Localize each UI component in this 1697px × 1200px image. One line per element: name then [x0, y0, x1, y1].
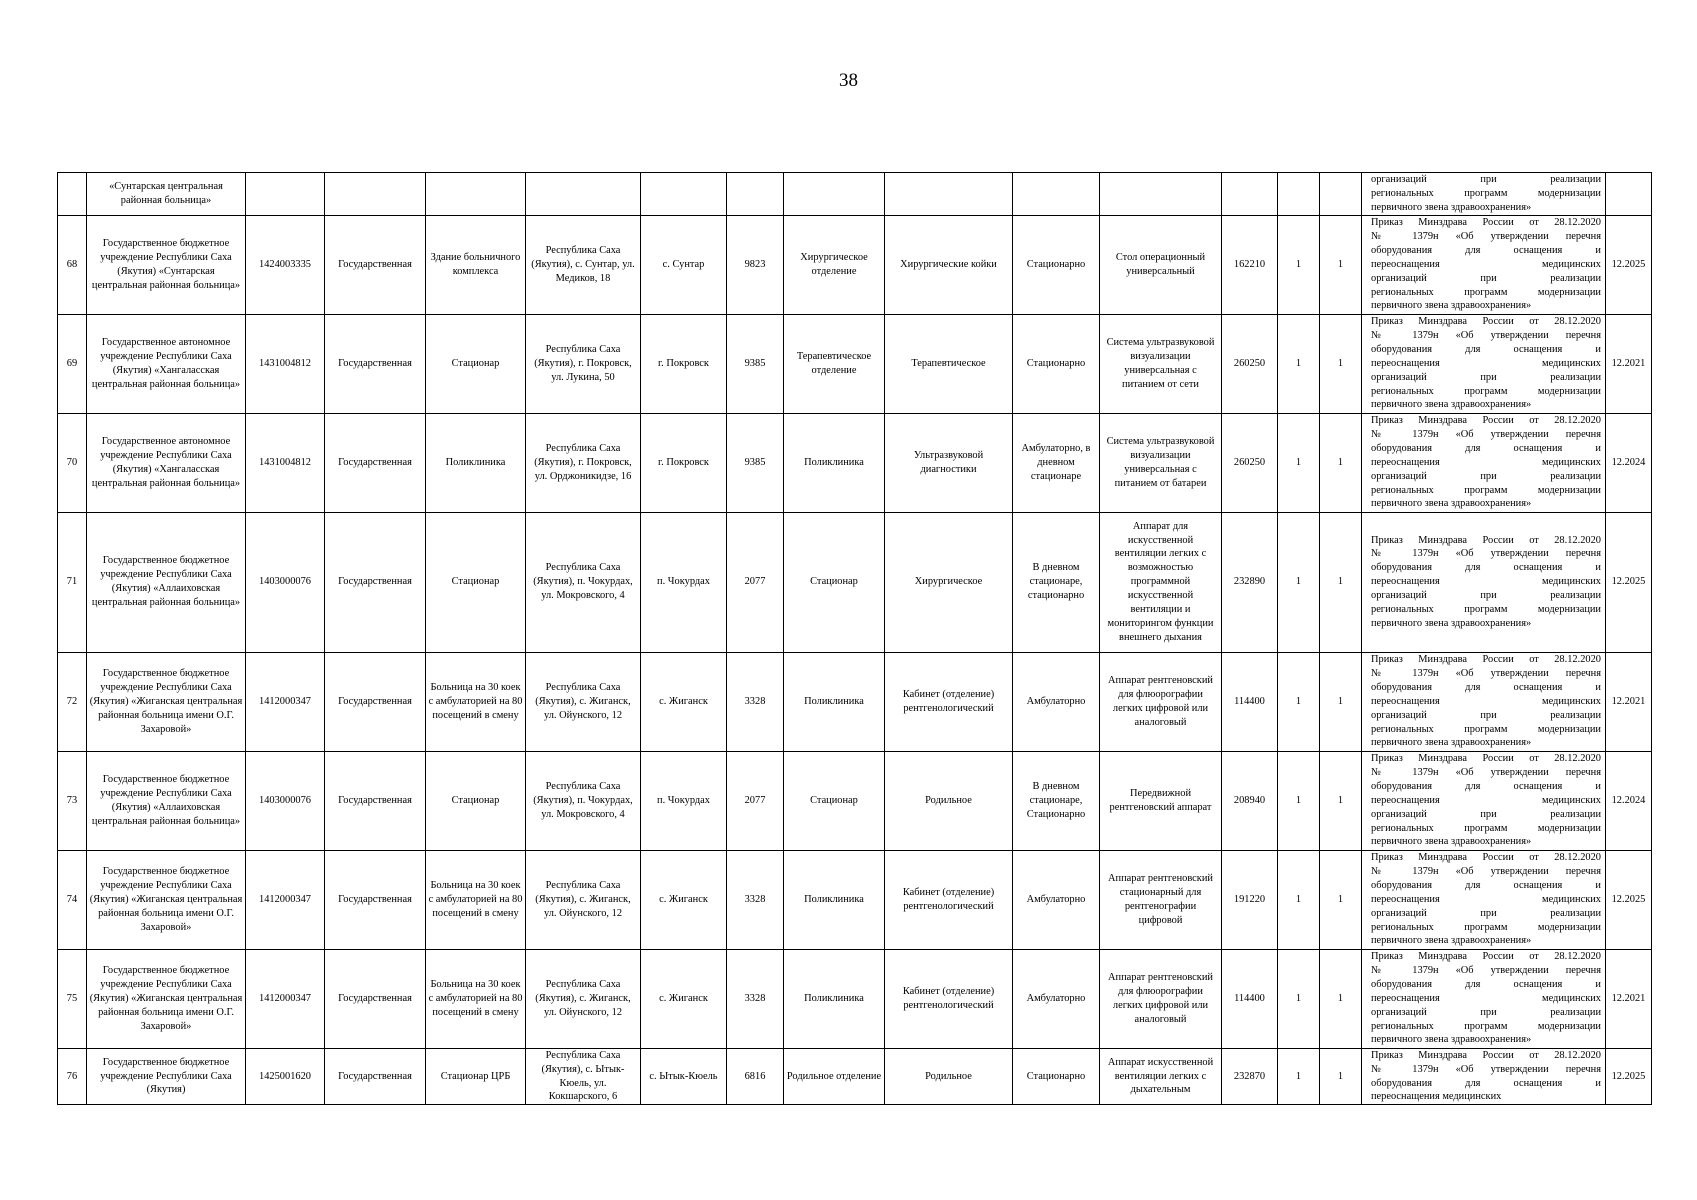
cell-equipment: Передвижной рентгеновский аппарат: [1100, 751, 1222, 850]
cell-qty1: 1: [1278, 1048, 1320, 1105]
page-number: 38: [839, 70, 858, 91]
cell-settlement: г. Покровск: [641, 413, 727, 512]
cell-profile: Кабинет (отделение) рентгенологический: [885, 652, 1013, 751]
cell-building: Стационар: [426, 751, 526, 850]
cell-ownership: Государственная: [325, 512, 426, 652]
cell-code: 232870: [1222, 1048, 1278, 1105]
cell-settlement: п. Чокурдах: [641, 512, 727, 652]
cell-ownership: Государственная: [325, 413, 426, 512]
basis-line: организаций при реализации: [1371, 371, 1601, 383]
cell-department: Поликлиника: [784, 949, 885, 1048]
cell-department: Стационар: [784, 751, 885, 850]
cell-building: Больница на 30 коек с амбулаторией на 80 посещений в смену: [426, 949, 526, 1048]
cell-deadline: 12.2021: [1606, 652, 1652, 751]
cell-care-form: В дневном стационаре, Стационарно: [1013, 751, 1100, 850]
cell-qty2: 1: [1320, 751, 1362, 850]
table-row: [58, 512, 1652, 652]
cell-department: Хирургическое отделение: [784, 215, 885, 314]
basis-line: переоснащения медицинских: [1371, 893, 1601, 905]
cell-profile: Кабинет (отделение) рентгенологический: [885, 850, 1013, 949]
cell-address: Республика Саха (Якутия), с. Сунтар, ул. Медиков, 18: [526, 215, 641, 314]
basis-line: организаций при реализации: [1371, 808, 1601, 820]
cell-building: Стационар: [426, 314, 526, 413]
cell-equipment: Аппарат рентгеновский для флюорографии легких цифровой или аналоговый: [1100, 652, 1222, 751]
cell-profile: [885, 173, 1013, 216]
cell-department: Поликлиника: [784, 652, 885, 751]
basis-line: оборудования для оснащения и: [1371, 879, 1601, 891]
cell-population: 9385: [727, 413, 784, 512]
cell-org: Государственное бюджетное учреждение Республики Саха (Якутия) «Жиганская центральная районная больница имени О.Г. Захаровой»: [87, 949, 246, 1048]
cell-address: Республика Саха (Якутия), г. Покровск, ул. Орджоникидзе, 16: [526, 413, 641, 512]
basis-line: организаций при реализации: [1371, 590, 1601, 602]
basis-line: переоснащения медицинских: [1371, 576, 1601, 588]
cell-org: «Сунтарская центральная районная больница»: [87, 173, 246, 216]
basis-line: Приказ Минздрава России от 28.12.2020: [1371, 753, 1601, 765]
cell-deadline: 12.2024: [1606, 413, 1652, 512]
basis-line: № 1379н «Об утверждении перечня: [1371, 329, 1601, 341]
cell-profile: Хирургическое: [885, 512, 1013, 652]
basis-line: региональных программ модернизации: [1371, 921, 1601, 933]
basis-line: региональных программ модернизации: [1371, 723, 1601, 735]
cell-inn: [246, 173, 325, 216]
cell-equipment: Аппарат рентгеновский стационарный для рентгенографии цифровой: [1100, 850, 1222, 949]
cell-code: [1222, 173, 1278, 216]
cell-qty1: 1: [1278, 751, 1320, 850]
cell-code: 114400: [1222, 652, 1278, 751]
cell-qty1: 1: [1278, 652, 1320, 751]
table-row-continued: [58, 173, 1652, 216]
basis-line: Приказ Минздрава России от 28.12.2020: [1371, 951, 1601, 963]
cell-basis: [1362, 413, 1606, 512]
cell-population: [727, 173, 784, 216]
basis-line: № 1379н «Об утверждении перечня: [1371, 865, 1601, 877]
cell-num: 74: [58, 850, 87, 949]
cell-ownership: [325, 173, 426, 216]
cell-population: 9823: [727, 215, 784, 314]
basis-line: оборудования для оснащения и: [1371, 780, 1601, 792]
cell-population: 6816: [727, 1048, 784, 1105]
cell-ownership: Государственная: [325, 652, 426, 751]
cell-basis: [1362, 1048, 1606, 1105]
cell-settlement: с. Жиганск: [641, 652, 727, 751]
cell-deadline: 12.2025: [1606, 215, 1652, 314]
cell-care-form: Амбулаторно: [1013, 850, 1100, 949]
cell-qty2: 1: [1320, 512, 1362, 652]
table-row: [58, 949, 1652, 1048]
basis-line: Приказ Минздрава России от 28.12.2020: [1371, 316, 1601, 328]
basis-line: организаций при реализации: [1371, 272, 1601, 284]
cell-num: 70: [58, 413, 87, 512]
cell-building: Больница на 30 коек с амбулаторией на 80 посещений в смену: [426, 652, 526, 751]
cell-org: Государственное автономное учреждение Республики Саха (Якутия) «Хангаласская центральная районная больница»: [87, 413, 246, 512]
cell-inn: 1403000076: [246, 751, 325, 850]
cell-qty1: 1: [1278, 215, 1320, 314]
basis-line: региональных программ модернизации: [1371, 385, 1601, 397]
cell-inn: 1412000347: [246, 949, 325, 1048]
cell-inn: 1412000347: [246, 652, 325, 751]
basis-line: оборудования для оснащения и: [1371, 1077, 1601, 1089]
cell-inn: 1431004812: [246, 413, 325, 512]
basis-line: региональных программ модернизации: [1371, 286, 1601, 298]
cell-care-form: В дневном стационаре, стационарно: [1013, 512, 1100, 652]
cell-building: Здание больничного комплекса: [426, 215, 526, 314]
basis-line: оборудования для оснащения и: [1371, 562, 1601, 574]
basis-line: оборудования для оснащения и: [1371, 442, 1601, 454]
table-row: [58, 751, 1652, 850]
basis-line: Приказ Минздрава России от 28.12.2020: [1371, 415, 1601, 427]
basis-line: первичного звена здравоохранения»: [1371, 935, 1532, 947]
cell-care-form: [1013, 173, 1100, 216]
basis-line: переоснащения медицинских: [1371, 357, 1601, 369]
cell-settlement: с. Ытык-Кюель: [641, 1048, 727, 1105]
cell-code: 232890: [1222, 512, 1278, 652]
cell-org: Государственное бюджетное учреждение Республики Саха (Якутия) «Жиганская центральная районная больница имени О.Г. Захаровой»: [87, 850, 246, 949]
cell-department: Терапевтическое отделение: [784, 314, 885, 413]
basis-line: переоснащения медицинских: [1371, 456, 1601, 468]
cell-building: Поликлиника: [426, 413, 526, 512]
cell-code: 191220: [1222, 850, 1278, 949]
cell-code: 208940: [1222, 751, 1278, 850]
cell-code: 162210: [1222, 215, 1278, 314]
basis-line: переоснащения медицинских: [1371, 1091, 1502, 1103]
cell-qty1: [1278, 173, 1320, 216]
basis-line: организаций при реализации: [1371, 907, 1601, 919]
cell-qty2: 1: [1320, 1048, 1362, 1105]
cell-num: 73: [58, 751, 87, 850]
basis-line: переоснащения медицинских: [1371, 258, 1601, 270]
cell-care-form: Стационарно: [1013, 215, 1100, 314]
cell-deadline: 12.2025: [1606, 850, 1652, 949]
cell-profile: Хирургические койки: [885, 215, 1013, 314]
cell-ownership: Государственная: [325, 850, 426, 949]
table-row: [58, 850, 1652, 949]
cell-settlement: с. Жиганск: [641, 949, 727, 1048]
basis-line: № 1379н «Об утверждении перечня: [1371, 964, 1601, 976]
cell-org: Государственное бюджетное учреждение Республики Саха (Якутия) «Сунтарская центральная районная больница»: [87, 215, 246, 314]
basis-line: № 1379н «Об утверждении перечня: [1371, 548, 1601, 560]
cell-basis: [1362, 314, 1606, 413]
cell-qty1: 1: [1278, 413, 1320, 512]
basis-line: региональных программ модернизации: [1371, 187, 1601, 199]
cell-address: Республика Саха (Якутия), п. Чокурдах, ул. Мокровского, 4: [526, 751, 641, 850]
cell-address: [526, 173, 641, 216]
cell-qty2: 1: [1320, 652, 1362, 751]
basis-line: Приказ Минздрава России от 28.12.2020: [1371, 852, 1601, 864]
cell-building: [426, 173, 526, 216]
cell-equipment: Аппарат рентгеновский для флюорографии легких цифровой или аналоговый: [1100, 949, 1222, 1048]
table-body: [58, 173, 1652, 1105]
basis-line: переоснащения медицинских: [1371, 794, 1601, 806]
cell-org: Государственное бюджетное учреждение Республики Саха (Якутия) «Аллаиховская центральная районная больница»: [87, 512, 246, 652]
cell-basis: [1362, 949, 1606, 1048]
cell-deadline: 12.2025: [1606, 1048, 1652, 1105]
basis-line: организаций при реализации: [1371, 174, 1601, 185]
basis-line: № 1379н «Об утверждении перечня: [1371, 428, 1601, 440]
cell-equipment: Система ультразвуковой визуализации универсальная с питанием от батареи: [1100, 413, 1222, 512]
cell-num: 71: [58, 512, 87, 652]
cell-code: 114400: [1222, 949, 1278, 1048]
basis-line: оборудования для оснащения и: [1371, 244, 1601, 256]
cell-basis: [1362, 652, 1606, 751]
basis-line: № 1379н «Об утверждении перечня: [1371, 1063, 1601, 1075]
basis-line: организаций при реализации: [1371, 1006, 1601, 1018]
basis-line: оборудования для оснащения и: [1371, 978, 1601, 990]
cell-department: [784, 173, 885, 216]
basis-line: первичного звена здравоохранения»: [1371, 300, 1532, 312]
cell-population: 3328: [727, 949, 784, 1048]
cell-population: 2077: [727, 751, 784, 850]
cell-population: 3328: [727, 850, 784, 949]
basis-line: первичного звена здравоохранения»: [1371, 836, 1532, 848]
cell-deadline: [1606, 173, 1652, 216]
basis-line: первичного звена здравоохранения»: [1371, 201, 1532, 213]
cell-profile: Ультразвуковой диагностики: [885, 413, 1013, 512]
cell-building: Стационар ЦРБ: [426, 1048, 526, 1105]
cell-ownership: Государственная: [325, 1048, 426, 1105]
cell-equipment: Стол операционный универсальный: [1100, 215, 1222, 314]
cell-building: Больница на 30 коек с амбулаторией на 80 посещений в смену: [426, 850, 526, 949]
cell-care-form: Стационарно: [1013, 1048, 1100, 1105]
cell-qty2: 1: [1320, 949, 1362, 1048]
basis-line: Приказ Минздрава России от 28.12.2020: [1371, 534, 1601, 546]
table-row: [58, 215, 1652, 314]
cell-deadline: 12.2021: [1606, 314, 1652, 413]
cell-profile: Терапевтическое: [885, 314, 1013, 413]
cell-basis: [1362, 512, 1606, 652]
table-row: [58, 413, 1652, 512]
cell-profile: Родильное: [885, 1048, 1013, 1105]
basis-line: № 1379н «Об утверждении перечня: [1371, 667, 1601, 679]
cell-num: 68: [58, 215, 87, 314]
basis-line: организаций при реализации: [1371, 470, 1601, 482]
cell-org: Государственное бюджетное учреждение Республики Саха (Якутия): [87, 1048, 246, 1105]
basis-line: оборудования для оснащения и: [1371, 343, 1601, 355]
basis-line: региональных программ модернизации: [1371, 484, 1601, 496]
basis-line: первичного звена здравоохранения»: [1371, 498, 1532, 510]
cell-care-form: Амбулаторно: [1013, 949, 1100, 1048]
cell-qty1: 1: [1278, 314, 1320, 413]
cell-profile: Кабинет (отделение) рентгенологический: [885, 949, 1013, 1048]
cell-num: 69: [58, 314, 87, 413]
table-row: [58, 1048, 1652, 1105]
cell-basis: [1362, 751, 1606, 850]
basis-line: организаций при реализации: [1371, 709, 1601, 721]
table-row: [58, 314, 1652, 413]
cell-department: Родильное отделение: [784, 1048, 885, 1105]
cell-equipment: Система ультразвуковой визуализации универсальная с питанием от сети: [1100, 314, 1222, 413]
basis-line: оборудования для оснащения и: [1371, 681, 1601, 693]
cell-deadline: 12.2021: [1606, 949, 1652, 1048]
basis-line: переоснащения медицинских: [1371, 992, 1601, 1004]
basis-line: Приказ Минздрава России от 28.12.2020: [1371, 654, 1601, 666]
cell-equipment: [1100, 173, 1222, 216]
cell-num: [58, 173, 87, 216]
cell-qty2: 1: [1320, 413, 1362, 512]
cell-num: 75: [58, 949, 87, 1048]
cell-profile: Родильное: [885, 751, 1013, 850]
cell-settlement: с. Сунтар: [641, 215, 727, 314]
basis-line: первичного звена здравоохранения»: [1371, 1034, 1532, 1046]
cell-address: Республика Саха (Якутия), п. Чокурдах, ул. Мокровского, 4: [526, 512, 641, 652]
cell-care-form: Амбулаторно: [1013, 652, 1100, 751]
cell-address: Республика Саха (Якутия), г. Покровск, ул. Лукина, 50: [526, 314, 641, 413]
basis-line: переоснащения медицинских: [1371, 695, 1601, 707]
cell-num: 76: [58, 1048, 87, 1105]
basis-line: Приказ Минздрава России от 28.12.2020: [1371, 217, 1601, 229]
cell-qty2: 1: [1320, 215, 1362, 314]
cell-qty2: [1320, 173, 1362, 216]
cell-deadline: 12.2025: [1606, 512, 1652, 652]
cell-org: Государственное автономное учреждение Республики Саха (Якутия) «Хангаласская центральная районная больница»: [87, 314, 246, 413]
cell-num: 72: [58, 652, 87, 751]
table-row: [58, 652, 1652, 751]
cell-address: Республика Саха (Якутия), с. Ытык-Кюель, ул. Кокшарского, 6: [526, 1048, 641, 1105]
cell-ownership: Государственная: [325, 215, 426, 314]
cell-population: 3328: [727, 652, 784, 751]
basis-line: первичного звена здравоохранения»: [1371, 617, 1532, 629]
cell-settlement: [641, 173, 727, 216]
basis-line: первичного звена здравоохранения»: [1371, 399, 1532, 411]
cell-population: 2077: [727, 512, 784, 652]
basis-line: региональных программ модернизации: [1371, 822, 1601, 834]
cell-inn: 1412000347: [246, 850, 325, 949]
cell-deadline: 12.2024: [1606, 751, 1652, 850]
cell-department: Поликлиника: [784, 850, 885, 949]
cell-population: 9385: [727, 314, 784, 413]
cell-basis: [1362, 215, 1606, 314]
cell-ownership: Государственная: [325, 751, 426, 850]
cell-org: Государственное бюджетное учреждение Республики Саха (Якутия) «Аллаиховская центральная районная больница»: [87, 751, 246, 850]
basis-line: Приказ Минздрава России от 28.12.2020: [1371, 1049, 1601, 1061]
cell-inn: 1403000076: [246, 512, 325, 652]
basis-line: региональных программ модернизации: [1371, 604, 1601, 616]
basis-line: региональных программ модернизации: [1371, 1020, 1601, 1032]
cell-org: Государственное бюджетное учреждение Республики Саха (Якутия) «Жиганская центральная районная больница имени О.Г. Захаровой»: [87, 652, 246, 751]
cell-inn: 1431004812: [246, 314, 325, 413]
cell-equipment: Аппарат для искусственной вентиляции легких с возможностью программной искусственной вентиляции и мониторингом функции внешнего дыхания: [1100, 512, 1222, 652]
cell-care-form: Стационарно: [1013, 314, 1100, 413]
cell-inn: 1424003335: [246, 215, 325, 314]
basis-line: № 1379н «Об утверждении перечня: [1371, 766, 1601, 778]
cell-department: Стационар: [784, 512, 885, 652]
cell-qty2: 1: [1320, 850, 1362, 949]
cell-care-form: Амбулаторно, в дневном стационаре: [1013, 413, 1100, 512]
basis-line: № 1379н «Об утверждении перечня: [1371, 230, 1601, 242]
cell-code: 260250: [1222, 413, 1278, 512]
cell-equipment: Аппарат искусственной вентиляции легких с дыхательным: [1100, 1048, 1222, 1105]
cell-settlement: п. Чокурдах: [641, 751, 727, 850]
cell-inn: 1425001620: [246, 1048, 325, 1105]
cell-settlement: с. Жиганск: [641, 850, 727, 949]
cell-address: Республика Саха (Якутия), с. Жиганск, ул. Ойунского, 12: [526, 652, 641, 751]
cell-building: Стационар: [426, 512, 526, 652]
cell-qty1: 1: [1278, 512, 1320, 652]
cell-code: 260250: [1222, 314, 1278, 413]
cell-qty1: 1: [1278, 850, 1320, 949]
cell-basis: [1362, 850, 1606, 949]
cell-basis: [1362, 173, 1606, 216]
cell-address: Республика Саха (Якутия), с. Жиганск, ул. Ойунского, 12: [526, 949, 641, 1048]
basis-line: первичного звена здравоохранения»: [1371, 737, 1532, 749]
cell-qty2: 1: [1320, 314, 1362, 413]
cell-ownership: Государственная: [325, 949, 426, 1048]
cell-department: Поликлиника: [784, 413, 885, 512]
cell-settlement: г. Покровск: [641, 314, 727, 413]
cell-ownership: Государственная: [325, 314, 426, 413]
cell-address: Республика Саха (Якутия), с. Жиганск, ул. Ойунского, 12: [526, 850, 641, 949]
cell-qty1: 1: [1278, 949, 1320, 1048]
equipment-table: [57, 172, 1652, 1105]
